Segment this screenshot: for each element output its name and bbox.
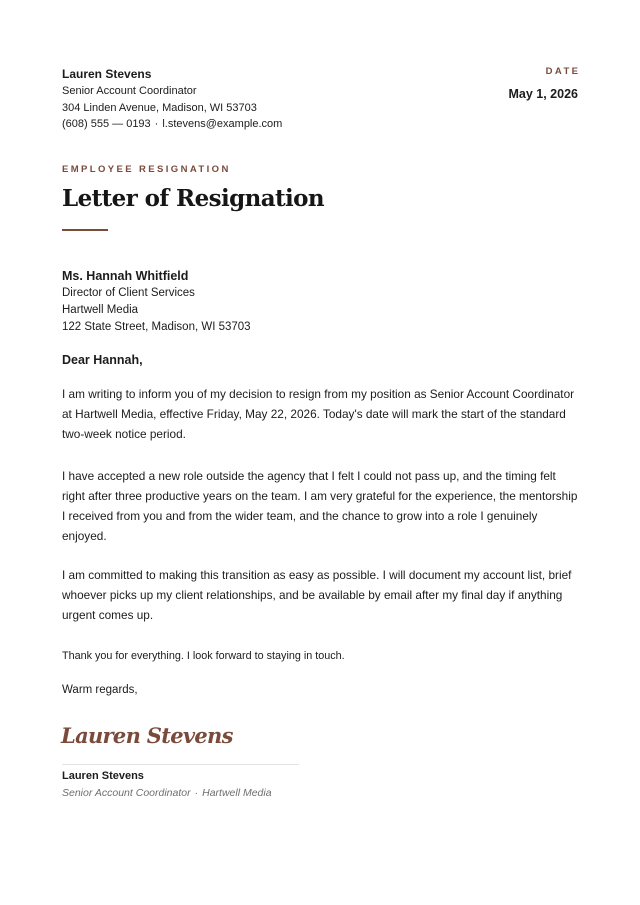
body-paragraph: I am writing to inform you of my decision to resign from my position as Senior Account Coordinator at Hartwell Media, effective Friday, May 22, 2026. Today's date will mark the start of the standard two-week notice period. — [62, 387, 575, 441]
sender-phone: (608) 555 — 0193 — [62, 118, 151, 130]
sender-name: Lauren Stevens — [62, 67, 152, 81]
signature-company: Hartwell Media — [202, 787, 272, 799]
sender-title: Senior Account Coordinator — [62, 85, 197, 97]
salutation: Dear Hannah, — [62, 353, 143, 367]
body-paragraph: I have accepted a new role outside the agency that I felt I could not pass up, and the timing felt right after three productive years on the team. I am very grateful for the experience, the mentorship I received from you and from the wider team, and the chance to grow into a role I genuinely enjoyed. — [62, 469, 578, 543]
contact-separator: · — [154, 118, 159, 130]
recipient-name: Ms. Hannah Whitfield — [62, 269, 189, 283]
handwritten-signature: Lauren Stevens — [61, 723, 233, 748]
signature-title: Senior Account Coordinator — [62, 787, 191, 799]
recipient-block — [62, 268, 482, 336]
sender-email: l.stevens@example.com — [162, 118, 283, 130]
signature-role — [62, 785, 272, 801]
sender-address: 304 Linden Avenue, Madison, WI 53703 — [62, 101, 257, 114]
signature-divider — [62, 764, 299, 765]
signature-name: Lauren Stevens — [62, 770, 144, 782]
document-title: Letter of Resignation — [62, 185, 325, 212]
signature-separator: · — [194, 787, 199, 799]
date-label: DATE — [545, 66, 581, 77]
date-block — [509, 66, 579, 102]
body-paragraph: Thank you for everything. I look forward to staying in touch. — [62, 650, 345, 662]
title-divider — [62, 229, 108, 231]
date-value: May 1, 2026 — [508, 87, 578, 101]
closing: Warm regards, — [62, 684, 138, 696]
recipient-company: Hartwell Media — [62, 304, 139, 316]
recipient-address: 122 State Street, Madison, WI 53703 — [62, 321, 251, 333]
sender-contact — [62, 116, 402, 133]
body-paragraph: I am committed to making this transition as easy as possible. I will document my account list, brief whoever picks up my client relationships, and be available by email after my final day if anything urgent comes up. — [62, 568, 572, 622]
document-kicker: EMPLOYEE RESIGNATION — [62, 164, 231, 175]
recipient-title: Director of Client Services — [62, 287, 195, 299]
sender-block — [62, 66, 402, 133]
